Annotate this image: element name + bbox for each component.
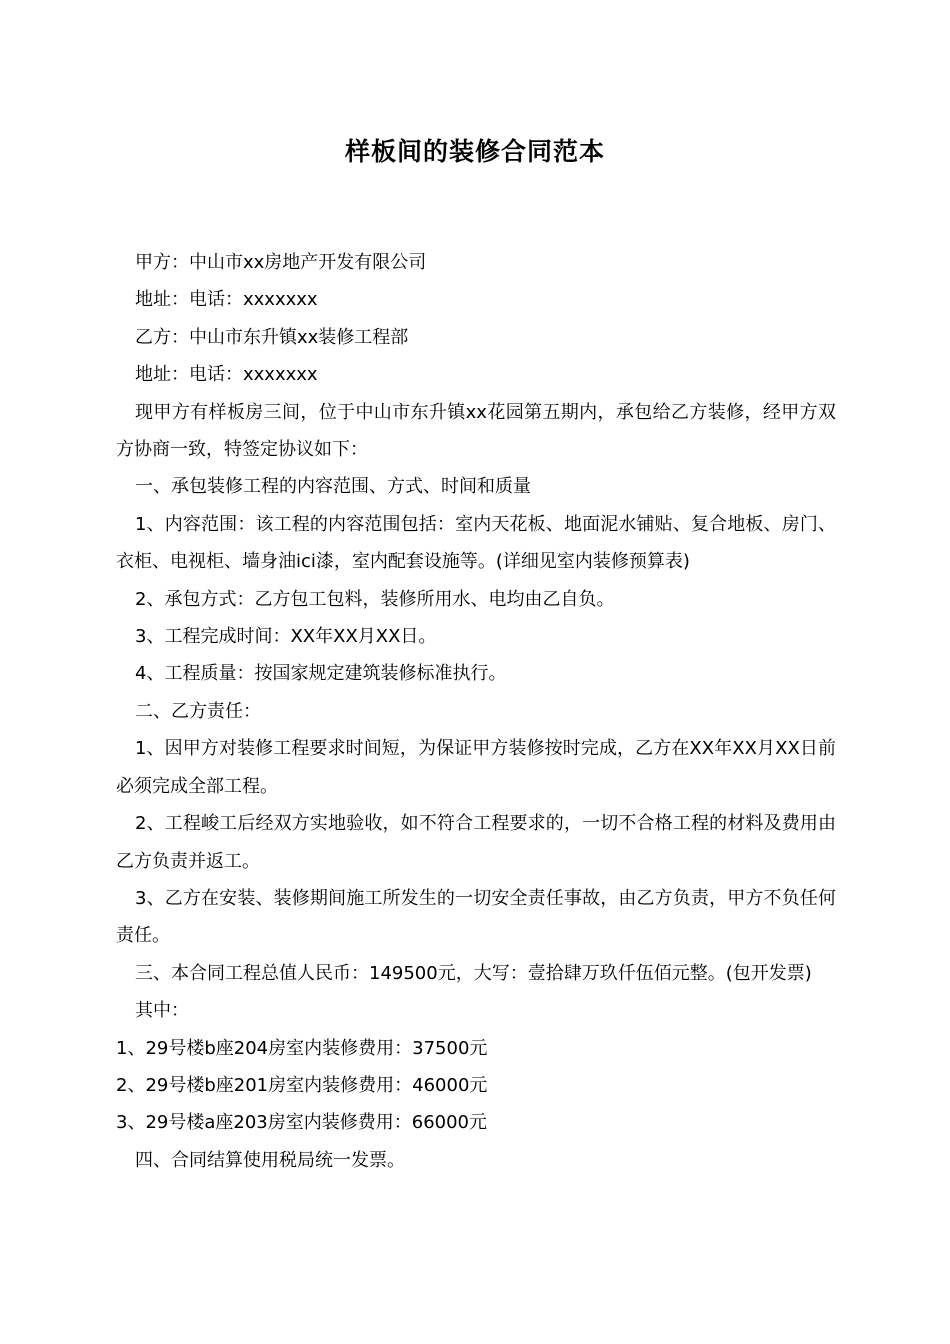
section-2-item-2: 2、工程峻工后经双方实地验收，如不符合工程要求的，一切不合格工程的材料及费用由乙方负责并返工。 [116, 813, 836, 872]
fee-item-3: 3、29号楼a座203房室内装修费用：66000元 [116, 1112, 488, 1134]
party-a-line: 甲方：中山市xx房地产开发有限公司 [135, 252, 427, 273]
section-3-breakdown-label: 其中： [135, 1000, 189, 1022]
fee-item-2: 2、29号楼b座201房室内装修费用：46000元 [116, 1074, 488, 1096]
section-2-item-1: 1、因甲方对装修工程要求时间短，为保证甲方装修按时完成，乙方在XX年XX月XX日前必须完成全部工程。 [116, 738, 836, 797]
section-1-item-3: 3、工程完成时间：XX年XX月XX日。 [135, 626, 437, 648]
section-1-item-2: 2、承包方式：乙方包工包料，装修所用水、电均由乙自负。 [135, 588, 615, 610]
section-1-heading: 一、承包装修工程的内容范围、方式、时间和质量 [135, 476, 531, 498]
party-a-address-line: 地址：电话：xxxxxxx [135, 289, 318, 311]
section-2-heading: 二、乙方责任： [135, 700, 261, 722]
section-1-item-4: 4、工程质量：按国家规定建筑装修标准执行。 [135, 663, 507, 685]
contract-body [116, 244, 836, 1179]
party-b-address-line: 地址：电话：xxxxxxx [135, 364, 318, 386]
party-b-line: 乙方：中山市东升镇xx装修工程部 [135, 326, 409, 348]
section-4-heading: 四、合同结算使用税局统一发票。 [135, 1149, 405, 1171]
fee-item-1: 1、29号楼b座204房室内装修费用：37500元 [116, 1037, 488, 1059]
section-1-item-1: 1、内容范围：该工程的内容范围包括：室内天花板、地面泥水铺贴、复合地板、房门、衣柜、电视柜、墙身油ici漆，室内配套设施等。(详细见室内装修预算表) [116, 513, 836, 573]
preamble-paragraph: 现甲方有样板房三间，位于中山市东升镇xx花园第五期内，承包给乙方装修，经甲方双方协商一致，特签定协议如下： [116, 401, 836, 461]
section-2-item-3: 3、乙方在安装、装修期间施工所发生的一切安全责任事故，由乙方负责，甲方不负任何责任。 [116, 887, 836, 947]
document-title: 样板间的装修合同范本 [344, 137, 605, 166]
section-3-total: 三、本合同工程总值人民币：149500元，大写：壹拾肆万玖仟伍佰元整。(包开发票) [135, 962, 812, 984]
